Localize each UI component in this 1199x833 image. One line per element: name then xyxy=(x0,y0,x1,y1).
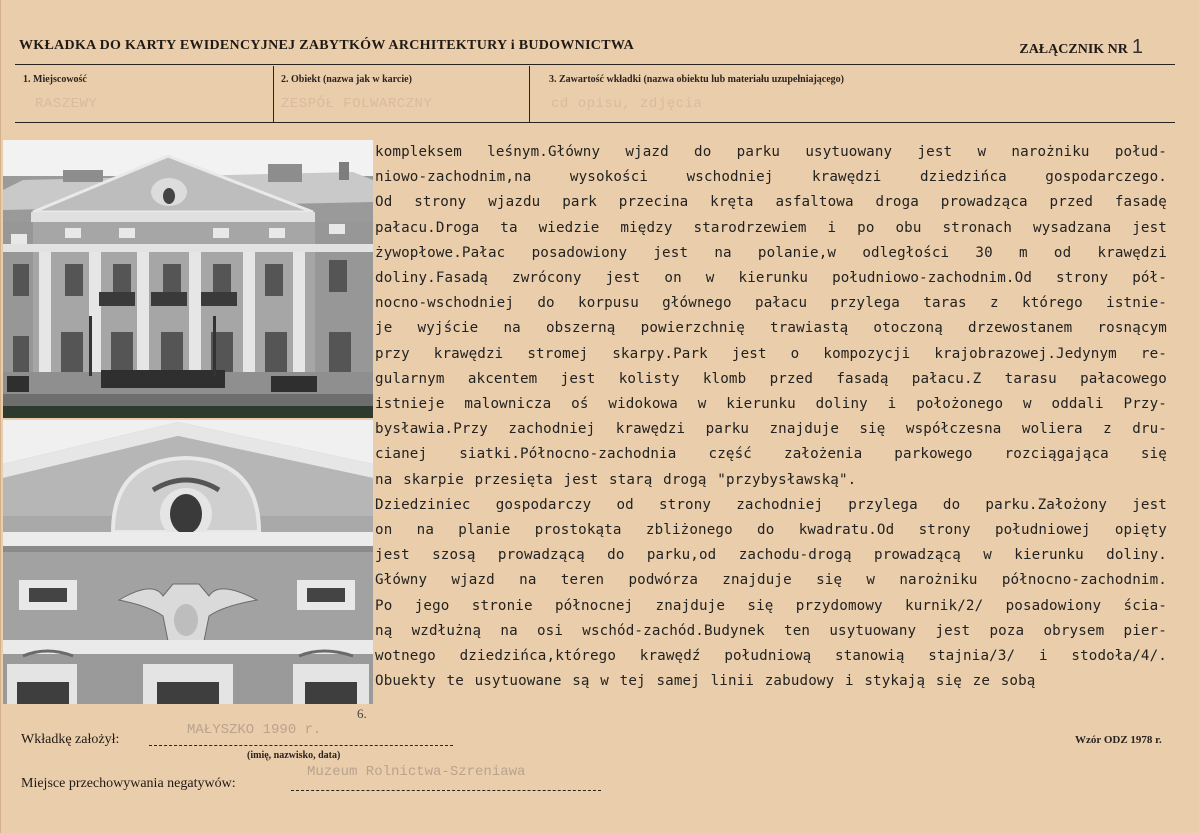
description-line: Od strony wjazdu park przecina kręta asfaltowa droga prowadząca przed fasadę xyxy=(375,194,1167,211)
description-line: Obuekty te usytuowane są w tej samej linii zabudowy i stykają się ze sobą xyxy=(375,673,1036,690)
description-line: na skarpie przesięta jest starą drogą "przybysławską". xyxy=(375,471,857,488)
locality-label: 1. Miejscowość xyxy=(23,74,87,85)
description-text xyxy=(375,140,1175,694)
facade-drawing xyxy=(3,140,373,418)
description-line: je wyjście na obszerną powierzchnię trawiastą otoczoną drzewostanem rosnącym xyxy=(375,320,1167,337)
negatives-line xyxy=(291,790,601,791)
field-divider-2 xyxy=(529,66,530,122)
founder-line xyxy=(149,745,453,746)
founder-value: MAŁYSZKO 1990 r. xyxy=(187,722,322,738)
description-line: cianej siatki.Północno-zachodnia część założenia parkowego rozciągająca się xyxy=(375,446,1167,463)
description-line: Główny wjazd na teren podwórza znajduje się w narożniku północno-zachodnim. xyxy=(375,572,1167,589)
description-line: doliny.Fasadą zwrócony jest on w kierunku południowo-zachodnim.Od strony pół- xyxy=(375,270,1167,287)
founder-hint: (imię, nazwisko, data) xyxy=(247,750,341,761)
attachment-label: ZAŁĄCZNIK NR xyxy=(1019,42,1128,57)
description-line: gularnym akcentem jest kolisty klomb przed fasadą pałacu.Z tarasu pałacowego xyxy=(375,370,1167,387)
description-line: pałacu.Droga ta wiedzie między starodrzewiem i po obu stronach wysadzana jest xyxy=(375,219,1167,236)
object-label: 2. Obiekt (nazwa jak w karcie) xyxy=(281,74,412,85)
content-label: 3. Zawartość wkładki (nazwa obiektu lub materiału uzupełniającego) xyxy=(549,74,845,85)
negatives-value: Muzeum Rolnictwa-Szreniawa xyxy=(307,764,526,780)
description-line: kompleksem leśnym.Główny wjazd do parku usytuowany jest w narożniku połud- xyxy=(375,144,1167,160)
description-line: jest szosą prowadzącą do parku,od zachodu-drogą prowadzącą w kierunku doliny. xyxy=(375,547,1167,564)
content-value: cd opisu, zdjęcia xyxy=(551,96,703,112)
object-value: ZESPÓŁ FOLWARCZNY xyxy=(281,96,433,112)
fields-rule xyxy=(15,122,1175,123)
pediment-detail-photo xyxy=(3,420,373,704)
description-line: żywopłowe.Pałac posadowiony jest na polanie,w odległości 30 m od krawędzi xyxy=(375,244,1167,261)
locality-value: RASZEWY xyxy=(35,96,98,112)
founder-label: Wkładkę założył: xyxy=(21,732,120,747)
description-line: przy krawędzi stromej skarpy.Park jest o kompozycji krajobrazowej.Jedynym re- xyxy=(375,345,1167,362)
card-title: WKŁADKA DO KARTY EWIDENCYJNEJ ZABYTKÓW ARCHITEKTURY i BUDOWNICTWA xyxy=(19,38,635,53)
description-line: on na planie prostokąta zbliżonego do kwadratu.Od strony południowej opięty xyxy=(375,522,1167,539)
description-line: ną wzdłużną na osi wschód-zachód.Budynek ten usytuowany jest poza obrysem pier- xyxy=(375,622,1167,639)
description-line: niowo-zachodnim,na wysokości wschodniej krawędzi dziedzińca gospodarczego. xyxy=(375,169,1167,186)
facade-photo xyxy=(3,140,373,418)
description-line: Dziedziniec gospodarczy od strony zachodniej przylega do parku.Założony jest xyxy=(375,496,1167,513)
header-rule xyxy=(15,64,1175,65)
pediment-drawing xyxy=(3,420,373,704)
template-label: Wzór ODZ 1978 r. xyxy=(1075,734,1162,746)
field-divider-1 xyxy=(273,66,274,122)
description-line: nocno-wschodniej do korpusu głównego pałacu przylega taras z którego istnie- xyxy=(375,295,1167,312)
description-line: Po jego stronie północnej znajduje się przydomowy kurnik/2/ posadowiony ścia- xyxy=(375,597,1167,614)
attachment-number xyxy=(1019,36,1143,59)
attachment-value: 1 xyxy=(1131,36,1143,58)
description-line: bysławia.Przy zachodniej krawędzi parku znajduje się współczesna woliera z dru- xyxy=(375,421,1167,438)
description-line: wotnego dziedzińca,którego krawędź południową stanowią stajnia/3/ i stodoła/4/. xyxy=(375,648,1167,665)
description-line: istnieje malownicza oś widokowa w kierunku doliny i położonego w oddali Przy- xyxy=(375,396,1167,413)
page-mark: 6. xyxy=(357,706,367,721)
negatives-label: Miejsce przechowywania negatywów: xyxy=(21,776,236,791)
